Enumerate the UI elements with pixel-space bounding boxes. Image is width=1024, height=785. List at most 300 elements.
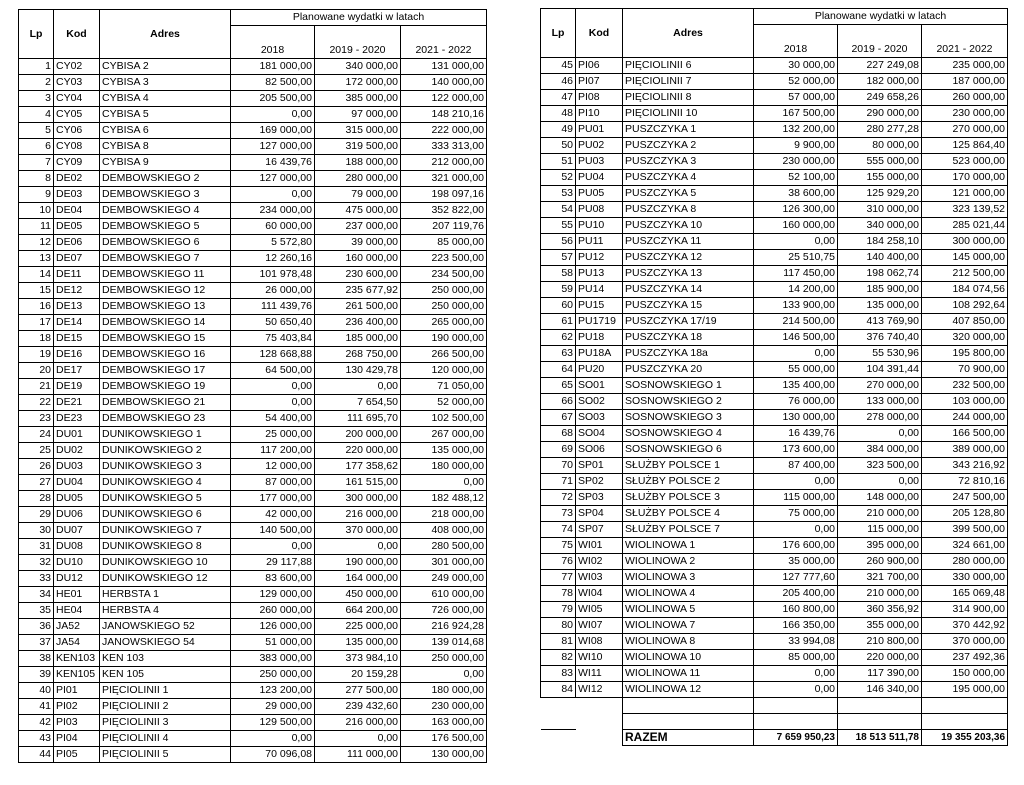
- cell-lp: 54: [541, 202, 576, 218]
- cell-kod: DU05: [54, 491, 100, 507]
- cell-2018: 83 600,00: [231, 571, 315, 587]
- cell-lp: 39: [19, 667, 54, 683]
- cell-adres: DUNIKOWSKIEGO 2: [100, 443, 231, 459]
- cell-lp: 37: [19, 635, 54, 651]
- cell-2018: 260 000,00: [231, 603, 315, 619]
- cell-lp: 26: [19, 459, 54, 475]
- cell-2019-2020: 277 500,00: [315, 683, 401, 699]
- table-row: [19, 171, 487, 187]
- cell-adres: DEMBOWSKIEGO 4: [100, 203, 231, 219]
- table-row: [541, 330, 1008, 346]
- cell-adres: PIĘCIOLINII 5: [100, 747, 231, 763]
- cell-kod: PI06: [576, 58, 623, 74]
- cell-2018: 76 000,00: [754, 394, 838, 410]
- cell-2019-2020: 125 929,20: [838, 186, 922, 202]
- cell-2018: 205 400,00: [754, 586, 838, 602]
- cell-kod: SO04: [576, 426, 623, 442]
- table-row: [19, 587, 487, 603]
- cell-2021-2022: 180 000,00: [401, 459, 487, 475]
- cell-kod: DE07: [54, 251, 100, 267]
- cell-2021-2022: 300 000,00: [922, 234, 1008, 250]
- table-row: [541, 634, 1008, 650]
- cell-2018: 70 096,08: [231, 747, 315, 763]
- cell-2018: 0,00: [231, 539, 315, 555]
- cell-2019-2020: 385 000,00: [315, 91, 401, 107]
- cell-2021-2022: 218 000,00: [401, 507, 487, 523]
- table-row: [541, 442, 1008, 458]
- cell-2019-2020: 39 000,00: [315, 235, 401, 251]
- cell-2021-2022: 165 069,48: [922, 586, 1008, 602]
- cell-kod: WI05: [576, 602, 623, 618]
- cell-kod: DU10: [54, 555, 100, 571]
- cell-lp: 59: [541, 282, 576, 298]
- cell-kod: PU05: [576, 186, 623, 202]
- header-year-2019-2020: 2019 - 2020: [315, 26, 401, 59]
- cell-kod: DU04: [54, 475, 100, 491]
- cell-kod: PU11: [576, 234, 623, 250]
- cell-adres: SŁUŻBY POLSCE 7: [623, 522, 754, 538]
- cell-2019-2020: 268 750,00: [315, 347, 401, 363]
- cell-adres: SŁUŻBY POLSCE 4: [623, 506, 754, 522]
- cell-2021-2022: 399 500,00: [922, 522, 1008, 538]
- cell-2018: 54 400,00: [231, 411, 315, 427]
- cell-2018: 25 510,75: [754, 250, 838, 266]
- cell-2019-2020: 280 000,00: [315, 171, 401, 187]
- cell-2019-2020: 177 358,62: [315, 459, 401, 475]
- table-row: [541, 458, 1008, 474]
- cell-2019-2020: 319 500,00: [315, 139, 401, 155]
- cell-adres: CYBISA 6: [100, 123, 231, 139]
- cell-lp: 57: [541, 250, 576, 266]
- cell-lp: 73: [541, 506, 576, 522]
- cell-lp: 69: [541, 442, 576, 458]
- cell-lp: 38: [19, 651, 54, 667]
- table-row: [541, 74, 1008, 90]
- table-row: [19, 91, 487, 107]
- cell-2019-2020: 97 000,00: [315, 107, 401, 123]
- cell-kod: WI07: [576, 618, 623, 634]
- cell-kod: PU12: [576, 250, 623, 266]
- cell-2019-2020: 160 000,00: [315, 251, 401, 267]
- table-row: [541, 314, 1008, 330]
- cell-kod: PI07: [576, 74, 623, 90]
- blank-row: [541, 698, 1008, 714]
- cell-2021-2022: 150 000,00: [922, 666, 1008, 682]
- cell-lp: 17: [19, 315, 54, 331]
- cell-kod: PU01: [576, 122, 623, 138]
- cell-lp: 52: [541, 170, 576, 186]
- cell-2018: 117 450,00: [754, 266, 838, 282]
- cell-adres: DUNIKOWSKIEGO 5: [100, 491, 231, 507]
- table-row: [541, 426, 1008, 442]
- cell-lp: 74: [541, 522, 576, 538]
- table-row: [541, 362, 1008, 378]
- cell-kod: WI11: [576, 666, 623, 682]
- cell-adres: PUSZCZYKA 1: [623, 122, 754, 138]
- cell-2021-2022: 52 000,00: [401, 395, 487, 411]
- cell-2021-2022: 120 000,00: [401, 363, 487, 379]
- cell-2019-2020: 376 740,40: [838, 330, 922, 346]
- table-row: [19, 571, 487, 587]
- cell-2018: 12 260,16: [231, 251, 315, 267]
- cell-adres: PUSZCZYKA 5: [623, 186, 754, 202]
- cell-2019-2020: 7 654,50: [315, 395, 401, 411]
- cell-2018: 5 572,80: [231, 235, 315, 251]
- cell-lp: 75: [541, 538, 576, 554]
- cell-2021-2022: 321 000,00: [401, 171, 487, 187]
- cell-lp: 76: [541, 554, 576, 570]
- cell-lp: 45: [541, 58, 576, 74]
- table-row: [541, 682, 1008, 698]
- table-row: [541, 282, 1008, 298]
- cell-2021-2022: 389 000,00: [922, 442, 1008, 458]
- cell-adres: DEMBOWSKIEGO 3: [100, 187, 231, 203]
- table-row: [541, 394, 1008, 410]
- cell-2021-2022: 244 000,00: [922, 410, 1008, 426]
- table-row: [541, 410, 1008, 426]
- cell-lp: 4: [19, 107, 54, 123]
- table-row: [541, 506, 1008, 522]
- cell-lp: 22: [19, 395, 54, 411]
- table-row: [19, 347, 487, 363]
- table-row: [541, 218, 1008, 234]
- cell-adres: PUSZCZYKA 2: [623, 138, 754, 154]
- cell-2021-2022: 260 000,00: [922, 90, 1008, 106]
- cell-adres: DUNIKOWSKIEGO 1: [100, 427, 231, 443]
- cell-2018: 126 000,00: [231, 619, 315, 635]
- cell-lp: 83: [541, 666, 576, 682]
- cell-adres: CYBISA 3: [100, 75, 231, 91]
- cell-2018: 0,00: [231, 731, 315, 747]
- cell-adres: WIOLINOWA 10: [623, 650, 754, 666]
- table-row: [541, 234, 1008, 250]
- cell-2018: 127 000,00: [231, 139, 315, 155]
- cell-lp: 36: [19, 619, 54, 635]
- cell-2019-2020: 249 658,26: [838, 90, 922, 106]
- table-row: [19, 747, 487, 763]
- table-row: [541, 186, 1008, 202]
- cell-adres: PUSZCZYKA 3: [623, 154, 754, 170]
- header-year-2021-2022: 2021 - 2022: [401, 26, 487, 59]
- cell-2021-2022: 249 000,00: [401, 571, 487, 587]
- table-row: [19, 267, 487, 283]
- cell-adres: DUNIKOWSKIEGO 3: [100, 459, 231, 475]
- cell-2018: 181 000,00: [231, 59, 315, 75]
- cell-2018: 177 000,00: [231, 491, 315, 507]
- cell-lp: 72: [541, 490, 576, 506]
- cell-2019-2020: 200 000,00: [315, 427, 401, 443]
- table-row: [19, 539, 487, 555]
- cell-2021-2022: 187 000,00: [922, 74, 1008, 90]
- cell-2018: 75 403,84: [231, 331, 315, 347]
- cell-2021-2022: 0,00: [401, 667, 487, 683]
- cell-kod: CY04: [54, 91, 100, 107]
- cell-2021-2022: 103 000,00: [922, 394, 1008, 410]
- header-year-2019-2020: 2019 - 2020: [838, 25, 922, 58]
- cell-2019-2020: 340 000,00: [838, 218, 922, 234]
- cell-2019-2020: 216 000,00: [315, 507, 401, 523]
- table-row: [19, 603, 487, 619]
- cell-kod: DU03: [54, 459, 100, 475]
- cell-lp: 30: [19, 523, 54, 539]
- cell-lp: 77: [541, 570, 576, 586]
- cell-lp: 47: [541, 90, 576, 106]
- cell-lp: 12: [19, 235, 54, 251]
- cell-lp: 65: [541, 378, 576, 394]
- cell-2021-2022: 726 000,00: [401, 603, 487, 619]
- table-row: [19, 411, 487, 427]
- cell-2021-2022: 72 810,16: [922, 474, 1008, 490]
- cell-2019-2020: 0,00: [315, 731, 401, 747]
- cell-2019-2020: 155 000,00: [838, 170, 922, 186]
- cell-adres: SOSNOWSKIEGO 4: [623, 426, 754, 442]
- cell-2019-2020: 198 062,74: [838, 266, 922, 282]
- table-row: [19, 731, 487, 747]
- budget-table-right: [540, 8, 1008, 746]
- cell-lp: 25: [19, 443, 54, 459]
- cell-2018: 0,00: [754, 666, 838, 682]
- cell-adres: DUNIKOWSKIEGO 4: [100, 475, 231, 491]
- cell-2021-2022: 170 000,00: [922, 170, 1008, 186]
- cell-adres: DEMBOWSKIEGO 2: [100, 171, 231, 187]
- cell-2018: 117 200,00: [231, 443, 315, 459]
- cell-2018: 30 000,00: [754, 58, 838, 74]
- cell-adres: PUSZCZYKA 17/19: [623, 314, 754, 330]
- cell-2019-2020: 360 356,92: [838, 602, 922, 618]
- cell-kod: CY05: [54, 107, 100, 123]
- table-row: [19, 555, 487, 571]
- cell-adres: CYBISA 5: [100, 107, 231, 123]
- cell-lp: 79: [541, 602, 576, 618]
- table-row: [19, 155, 487, 171]
- cell-lp: 27: [19, 475, 54, 491]
- cell-2021-2022: 247 500,00: [922, 490, 1008, 506]
- cell-2018: 130 000,00: [754, 410, 838, 426]
- table-row: [541, 570, 1008, 586]
- cell-kod: PU20: [576, 362, 623, 378]
- cell-lp: 40: [19, 683, 54, 699]
- cell-2018: 129 500,00: [231, 715, 315, 731]
- cell-lp: 19: [19, 347, 54, 363]
- cell-lp: 67: [541, 410, 576, 426]
- cell-2018: 0,00: [754, 234, 838, 250]
- cell-kod: DE04: [54, 203, 100, 219]
- cell-2021-2022: 250 000,00: [401, 299, 487, 315]
- cell-2018: 128 668,88: [231, 347, 315, 363]
- cell-2019-2020: 185 000,00: [315, 331, 401, 347]
- cell-kod: PU1719: [576, 314, 623, 330]
- cell-2021-2022: 523 000,00: [922, 154, 1008, 170]
- table-row: [541, 266, 1008, 282]
- cell-adres: DEMBOWSKIEGO 12: [100, 283, 231, 299]
- cell-kod: WI02: [576, 554, 623, 570]
- cell-2021-2022: 250 000,00: [401, 283, 487, 299]
- cell-2019-2020: 225 000,00: [315, 619, 401, 635]
- cell-kod: PI03: [54, 715, 100, 731]
- cell-kod: DE17: [54, 363, 100, 379]
- cell-lp: 31: [19, 539, 54, 555]
- cell-adres: CYBISA 9: [100, 155, 231, 171]
- cell-2019-2020: 413 769,90: [838, 314, 922, 330]
- cell-adres: PUSZCZYKA 20: [623, 362, 754, 378]
- cell-kod: DU02: [54, 443, 100, 459]
- cell-2018: 111 439,76: [231, 299, 315, 315]
- cell-2021-2022: 108 292,64: [922, 298, 1008, 314]
- cell-2021-2022: 352 822,00: [401, 203, 487, 219]
- cell-2021-2022: 207 119,76: [401, 219, 487, 235]
- cell-2021-2022: 230 000,00: [922, 106, 1008, 122]
- cell-2019-2020: 164 000,00: [315, 571, 401, 587]
- cell-adres: JANOWSKIEGO 52: [100, 619, 231, 635]
- table-row: [541, 298, 1008, 314]
- cell-lp: 2: [19, 75, 54, 91]
- cell-lp: 55: [541, 218, 576, 234]
- cell-2018: 135 400,00: [754, 378, 838, 394]
- table-row: [541, 346, 1008, 362]
- cell-lp: 49: [541, 122, 576, 138]
- cell-adres: KEN 105: [100, 667, 231, 683]
- header-lp: Lp: [541, 9, 576, 58]
- cell-2021-2022: 70 900,00: [922, 362, 1008, 378]
- table-row: [19, 251, 487, 267]
- cell-adres: DEMBOWSKIEGO 14: [100, 315, 231, 331]
- cell-2018: 12 000,00: [231, 459, 315, 475]
- cell-2018: 57 000,00: [754, 90, 838, 106]
- cell-kod: SO01: [576, 378, 623, 394]
- header-kod: Kod: [54, 10, 100, 59]
- table-row: [19, 59, 487, 75]
- cell-2019-2020: 230 600,00: [315, 267, 401, 283]
- cell-adres: WIOLINOWA 3: [623, 570, 754, 586]
- cell-2021-2022: 184 074,56: [922, 282, 1008, 298]
- cell-kod: DE19: [54, 379, 100, 395]
- table-row: [541, 58, 1008, 74]
- cell-2021-2022: 139 014,68: [401, 635, 487, 651]
- cell-2018: 42 000,00: [231, 507, 315, 523]
- cell-kod: SP07: [576, 522, 623, 538]
- cell-kod: PI10: [576, 106, 623, 122]
- budget-table-left: [18, 9, 487, 763]
- cell-kod: SO02: [576, 394, 623, 410]
- table-row: [19, 667, 487, 683]
- cell-adres: DEMBOWSKIEGO 11: [100, 267, 231, 283]
- cell-2021-2022: 265 000,00: [401, 315, 487, 331]
- cell-kod: SO03: [576, 410, 623, 426]
- cell-2019-2020: 300 000,00: [315, 491, 401, 507]
- total-row: [541, 730, 1008, 746]
- cell-2018: 146 500,00: [754, 330, 838, 346]
- cell-2018: 29 117,88: [231, 555, 315, 571]
- table-row: [541, 650, 1008, 666]
- cell-2019-2020: 184 258,10: [838, 234, 922, 250]
- cell-lp: 15: [19, 283, 54, 299]
- cell-2018: 14 200,00: [754, 282, 838, 298]
- cell-adres: PUSZCZYKA 14: [623, 282, 754, 298]
- table-row: [19, 427, 487, 443]
- total-2019-2020: 18 513 511,78: [838, 730, 922, 746]
- cell-2019-2020: 0,00: [315, 379, 401, 395]
- cell-kod: DE02: [54, 171, 100, 187]
- cell-kod: DU01: [54, 427, 100, 443]
- table-row: [19, 395, 487, 411]
- cell-2019-2020: 115 000,00: [838, 522, 922, 538]
- cell-2019-2020: 384 000,00: [838, 442, 922, 458]
- cell-2018: 176 600,00: [754, 538, 838, 554]
- cell-2019-2020: 278 000,00: [838, 410, 922, 426]
- cell-kod: PU10: [576, 218, 623, 234]
- cell-lp: 62: [541, 330, 576, 346]
- table-row: [19, 379, 487, 395]
- cell-kod: CY02: [54, 59, 100, 75]
- cell-2021-2022: 222 000,00: [401, 123, 487, 139]
- cell-adres: HERBSTA 4: [100, 603, 231, 619]
- table-row: [19, 443, 487, 459]
- total-2021-2022: 19 355 203,36: [922, 730, 1008, 746]
- cell-2018: 129 000,00: [231, 587, 315, 603]
- total-label: RAZEM: [623, 730, 754, 746]
- cell-2019-2020: 79 000,00: [315, 187, 401, 203]
- cell-2019-2020: 290 000,00: [838, 106, 922, 122]
- cell-2019-2020: 260 900,00: [838, 554, 922, 570]
- cell-adres: PIĘCIOLINII 8: [623, 90, 754, 106]
- cell-lp: 13: [19, 251, 54, 267]
- cell-2019-2020: 133 000,00: [838, 394, 922, 410]
- cell-2021-2022: 270 000,00: [922, 122, 1008, 138]
- cell-adres: WIOLINOWA 1: [623, 538, 754, 554]
- cell-2018: 0,00: [231, 379, 315, 395]
- cell-2018: 0,00: [754, 682, 838, 698]
- table-row: [541, 522, 1008, 538]
- cell-adres: PUSZCZYKA 13: [623, 266, 754, 282]
- cell-2018: 173 600,00: [754, 442, 838, 458]
- cell-adres: WIOLINOWA 4: [623, 586, 754, 602]
- cell-lp: 23: [19, 411, 54, 427]
- cell-kod: CY06: [54, 123, 100, 139]
- table-row: [541, 106, 1008, 122]
- cell-2019-2020: 555 000,00: [838, 154, 922, 170]
- cell-2019-2020: 270 000,00: [838, 378, 922, 394]
- cell-2021-2022: 314 900,00: [922, 602, 1008, 618]
- cell-2021-2022: 180 000,00: [401, 683, 487, 699]
- cell-2021-2022: 280 000,00: [922, 554, 1008, 570]
- cell-2021-2022: 301 000,00: [401, 555, 487, 571]
- table-row: [541, 250, 1008, 266]
- cell-adres: PUSZCZYKA 12: [623, 250, 754, 266]
- cell-2019-2020: 323 500,00: [838, 458, 922, 474]
- cell-2019-2020: 80 000,00: [838, 138, 922, 154]
- cell-2018: 160 800,00: [754, 602, 838, 618]
- cell-kod: DE11: [54, 267, 100, 283]
- cell-lp: 21: [19, 379, 54, 395]
- cell-2021-2022: 121 000,00: [922, 186, 1008, 202]
- table-row: [19, 683, 487, 699]
- cell-adres: DEMBOWSKIEGO 13: [100, 299, 231, 315]
- header-year-2018: 2018: [754, 25, 838, 58]
- cell-2018: 38 600,00: [754, 186, 838, 202]
- cell-kod: SP01: [576, 458, 623, 474]
- table-row: [19, 107, 487, 123]
- cell-2019-2020: 664 200,00: [315, 603, 401, 619]
- cell-kod: WI10: [576, 650, 623, 666]
- cell-2021-2022: 125 864,40: [922, 138, 1008, 154]
- cell-adres: PUSZCZYKA 8: [623, 202, 754, 218]
- table-row: [541, 122, 1008, 138]
- cell-2019-2020: 355 000,00: [838, 618, 922, 634]
- cell-2019-2020: 185 900,00: [838, 282, 922, 298]
- cell-2021-2022: 408 000,00: [401, 523, 487, 539]
- cell-2018: 126 300,00: [754, 202, 838, 218]
- header-planned: Planowane wydatki w latach: [754, 9, 1008, 25]
